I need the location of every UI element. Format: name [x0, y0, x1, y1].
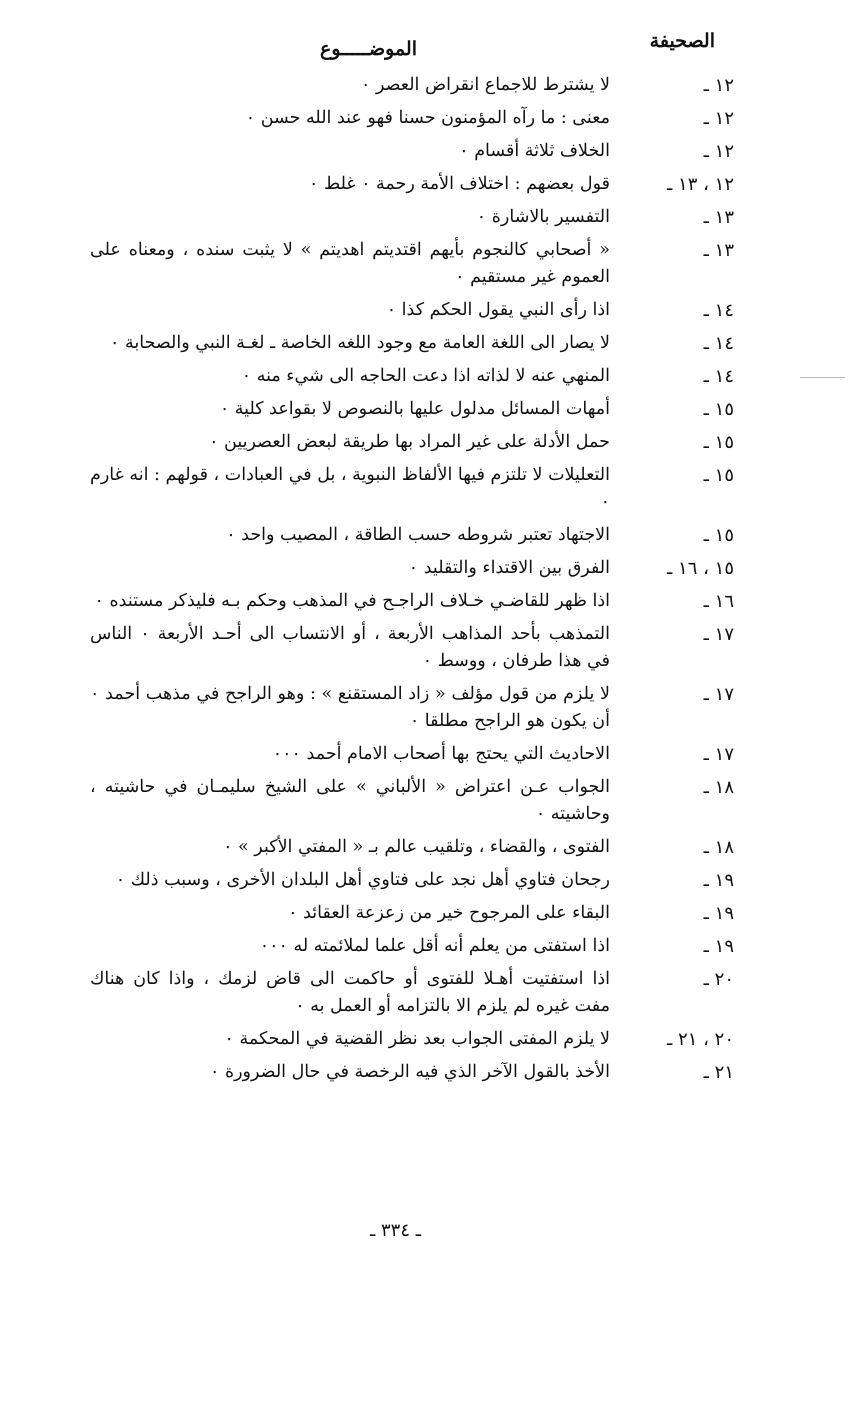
toc-entry-text: الاحاديث التي يحتج بها أصحاب الامام أحمد ٠٠٠ — [272, 744, 610, 764]
toc-entry — [90, 396, 740, 423]
toc-entry-page: ١٢ ـ — [703, 75, 734, 96]
toc-entry — [90, 138, 740, 165]
toc-entry-page: ١٧ ـ — [703, 744, 734, 765]
toc-entry-page: ١٩ ـ — [703, 936, 734, 957]
toc-entry-page: ١٤ ـ — [703, 300, 734, 321]
toc-entry-page: ١٢ ، ١٣ ـ — [667, 174, 734, 195]
page-number: ـ ٣٣٤ ـ — [370, 1220, 422, 1241]
toc-entry-text: التمذهب بأحد المذاهب الأربعة ، أو الانتساب الى أحـد الأربعة ٠ الناس في هذا طرفان ، ووسط ٠ — [90, 624, 611, 671]
table-of-contents — [90, 72, 740, 1092]
toc-entry — [90, 429, 740, 456]
toc-entry-page: ٢٠ ـ — [703, 969, 734, 990]
toc-entry — [90, 933, 740, 960]
toc-entry — [90, 900, 740, 927]
toc-entry-text: « أصحابي كالنجوم بأيهم اقتديتم اهديتم » لا يثبت سنده ، ومعناه على العموم غير مستقيم ٠ — [90, 240, 610, 287]
toc-entry-text: الاجتهاد تعتبر شروطه حسب الطاقة ، المصيب واحد ٠ — [226, 525, 610, 545]
toc-entry-text: الأخذ بالقول الآخر الذي فيه الرخصة في حال الضرورة ٠ — [209, 1062, 610, 1082]
toc-entry-page: ١٢ ـ — [703, 108, 734, 129]
toc-entry-page: ١٥ ـ — [703, 465, 734, 486]
toc-entry — [90, 621, 740, 675]
toc-entry — [90, 522, 740, 549]
toc-entry — [90, 774, 740, 828]
toc-entry-text: رجحان فتاوي أهل نجد على فتاوي أهل البلدان الأخرى ، وسبب ذلك ٠ — [115, 870, 610, 890]
page-column-header: الصحيفة — [649, 30, 715, 52]
toc-entry-text: معنى : ما رآه المؤمنون حسنا فهو عند الله حسن ٠ — [245, 108, 610, 128]
toc-entry-text: حمل الأدلة على غير المراد بها طريقة لبعض العصريين ٠ — [209, 432, 610, 452]
toc-entry — [90, 834, 740, 861]
toc-entry-text: لا يلزم من قول مؤلف « زاد المستقنع » : وهو الراجح في مذهب أحمد ٠ أن يكون هو الراجح مطلقا ٠ — [90, 684, 610, 731]
toc-entry-text: اذا رأى النبي يقول الحكم كذا ٠ — [386, 300, 610, 320]
toc-entry-page: ٢١ ـ — [703, 1062, 734, 1083]
toc-entry — [90, 1026, 740, 1053]
toc-entry — [90, 330, 740, 357]
toc-entry-text: اذا استفتى من يعلم أنه أقل علما لملائمته له ٠٠٠ — [259, 936, 610, 956]
toc-entry — [90, 867, 740, 894]
toc-entry-text: لا يلزم المفتى الجواب بعد نظر القضية في المحكمة ٠ — [224, 1029, 610, 1049]
toc-entry-page: ١٧ ـ — [703, 624, 734, 645]
margin-mark — [800, 377, 845, 378]
toc-entry-page: ١٧ ـ — [703, 684, 734, 705]
toc-entry — [90, 171, 740, 198]
toc-entry-text: أمهات المسائل مدلول عليها بالنصوص لا بقواعد كلية ٠ — [219, 399, 610, 419]
toc-entry — [90, 72, 740, 99]
toc-entry — [90, 741, 740, 768]
toc-entry-text: الفرق بين الاقتداء والتقليد ٠ — [408, 558, 610, 578]
toc-entry — [90, 105, 740, 132]
toc-entry-page: ١٤ ـ — [703, 333, 734, 354]
toc-entry-text: لا يشترط للاجماع انقراض العصر ٠ — [360, 75, 610, 95]
toc-entry-text: التعليلات لا تلتزم فيها الألفاظ النبوية ، بل في العبادات ، قولهم : انه غارم ٠ — [90, 465, 610, 512]
toc-entry-page: ١٨ ـ — [703, 777, 734, 798]
toc-entry-page: ١٥ ـ — [703, 525, 734, 546]
toc-entry — [90, 588, 740, 615]
toc-entry-text: الجواب عـن اعتراض « الألباني » على الشيخ سليمـان في حاشيته ، وحاشيته ٠ — [90, 777, 610, 824]
toc-entry-text: المنهي عنه لا لذاته اذا دعت الحاجه الى شيء منه ٠ — [241, 366, 610, 386]
toc-entry-page: ٢٠ ، ٢١ ـ — [667, 1029, 734, 1050]
toc-entry-page: ١٦ ـ — [703, 591, 734, 612]
toc-entry — [90, 204, 740, 231]
toc-entry-text: اذا استفتيت أهـلا للفتوى أو حاكمت الى قاض لزمك ، واذا كان هناك مفت غيره لم يلزم الا بالتزامه أو العمل به ٠ — [90, 969, 610, 1016]
toc-entry-page: ١٩ ـ — [703, 870, 734, 891]
toc-entry-page: ١٣ ـ — [703, 207, 734, 228]
toc-entry-text: البقاء على المرجوح خير من زعزعة العقائد ٠ — [288, 903, 610, 923]
toc-entry — [90, 681, 740, 735]
toc-entry — [90, 297, 740, 324]
toc-entry-text: الفتوى ، والقضاء ، وتلقيب عالم بـ « المفتي الأكبر » ٠ — [223, 837, 610, 857]
toc-entry — [90, 966, 740, 1020]
toc-entry-page: ١٥ ـ — [703, 399, 734, 420]
toc-entry-page: ١٥ ـ — [703, 432, 734, 453]
toc-entry-text: قول بعضهم : اختلاف الأمة رحمة ٠ غلط ٠ — [308, 174, 610, 194]
toc-entry — [90, 462, 740, 516]
toc-entry — [90, 363, 740, 390]
toc-entry-page: ١٨ ـ — [703, 837, 734, 858]
toc-entry-text: التفسير بالاشارة ٠ — [476, 207, 610, 227]
toc-entry-page: ١٩ ـ — [703, 903, 734, 924]
toc-entry-page: ١٤ ـ — [703, 366, 734, 387]
toc-entry-page: ١٣ ـ — [703, 240, 734, 261]
toc-entry — [90, 555, 740, 582]
toc-entry-page: ١٢ ـ — [703, 141, 734, 162]
toc-entry — [90, 1059, 740, 1086]
toc-entry — [90, 237, 740, 291]
toc-entry-text: الخلاف ثلاثة أقسام ٠ — [459, 141, 610, 161]
toc-entry-page: ١٥ ، ١٦ ـ — [667, 558, 734, 579]
toc-entry-text: لا يصار الى اللغة العامة مع وجود اللغه الخاصة ـ لغـة النبي والصحابة ٠ — [110, 333, 610, 353]
subject-column-header: الموضـــــوع — [320, 38, 417, 60]
toc-entry-text: اذا ظهر للقاضـي خـلاف الراجـح في المذهب وحكم بـه فليذكر مستنده ٠ — [94, 591, 610, 611]
